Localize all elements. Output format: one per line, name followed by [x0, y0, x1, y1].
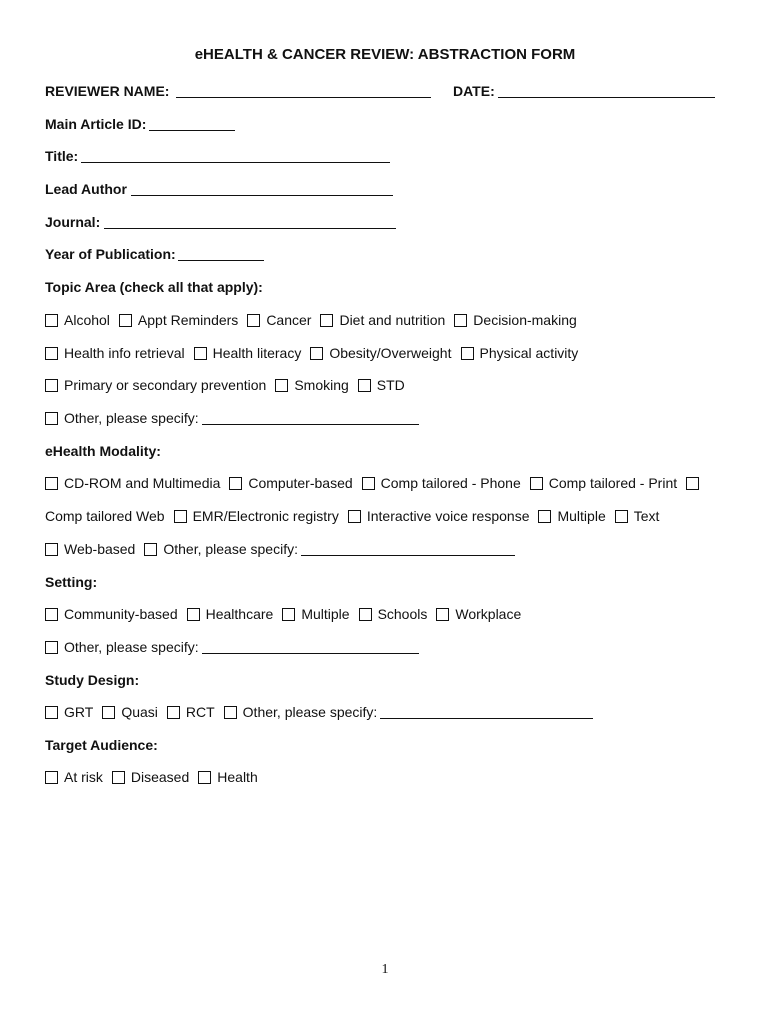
modality-row-1: [45, 473, 705, 493]
modality-heading: eHealth Modality:: [45, 443, 161, 459]
checkbox-computer-based[interactable]: [229, 477, 242, 490]
checkbox-tailored-web[interactable]: [686, 477, 699, 490]
topic-row-1: [45, 310, 586, 330]
setting-option-multiple: Multiple: [282, 606, 349, 622]
checkbox-web-based[interactable]: [45, 543, 58, 556]
journal-label: Journal:: [45, 214, 101, 230]
checkbox-diet[interactable]: [320, 314, 333, 327]
modality-option-web-based: Web-based: [45, 541, 135, 557]
audience-option-diseased: Diseased: [112, 769, 189, 785]
checkbox-setting-other[interactable]: [45, 641, 58, 654]
checkbox-schools[interactable]: [359, 608, 372, 621]
lead-author-label: Lead Author: [45, 181, 127, 197]
topic-option-std: STD: [358, 377, 405, 393]
checkbox-modality-other[interactable]: [144, 543, 157, 556]
main-article-id-field[interactable]: [149, 130, 235, 131]
setting-heading: Setting:: [45, 574, 98, 590]
checkbox-physical-activity[interactable]: [461, 347, 474, 360]
setting-option-other: Other, please specify:: [45, 639, 419, 655]
form-title: eHEALTH & CANCER REVIEW: ABSTRACTION FORM: [194, 46, 576, 63]
topic-option-physical-activity: Physical activity: [461, 345, 579, 361]
topic-option-other: Other, please specify:: [45, 410, 419, 426]
topic-heading: Topic Area (check all that apply):: [45, 279, 263, 295]
checkbox-workplace[interactable]: [436, 608, 449, 621]
design-option-quasi: Quasi: [102, 704, 158, 720]
checkbox-topic-other[interactable]: [45, 412, 58, 425]
audience-heading: Target Audience:: [45, 737, 158, 753]
topic-row-other: [45, 408, 428, 428]
year-label: Year of Publication:: [45, 246, 176, 262]
topic-other-field[interactable]: [202, 424, 419, 425]
checkbox-tailored-print[interactable]: [530, 477, 543, 490]
topic-row-2: [45, 343, 587, 363]
checkbox-diseased[interactable]: [112, 771, 125, 784]
topic-option-smoking: Smoking: [275, 377, 348, 393]
modality-option-other: Other, please specify:: [144, 541, 515, 557]
topic-option-alcohol: Alcohol: [45, 312, 110, 328]
modality-option-emr: EMR/Electronic registry: [174, 508, 339, 524]
checkbox-at-risk[interactable]: [45, 771, 58, 784]
modality-option-computer-based: Computer-based: [229, 475, 352, 491]
topic-option-decision-making: Decision-making: [454, 312, 576, 328]
main-article-id-label: Main Article ID:: [45, 116, 147, 132]
audience-option-at-risk: At risk: [45, 769, 103, 785]
lead-author-field[interactable]: [131, 195, 393, 196]
checkbox-emr[interactable]: [174, 510, 187, 523]
modality-option-tailored-web: Comp tailored Web: [45, 508, 165, 524]
checkbox-appt-reminders[interactable]: [119, 314, 132, 327]
checkbox-smoking[interactable]: [275, 379, 288, 392]
date-field[interactable]: [498, 97, 715, 98]
audience-option-health: Health: [198, 769, 257, 785]
design-row-1: [45, 702, 602, 722]
checkbox-quasi[interactable]: [102, 706, 115, 719]
setting-option-workplace: Workplace: [436, 606, 521, 622]
checkbox-cancer[interactable]: [247, 314, 260, 327]
checkbox-std[interactable]: [358, 379, 371, 392]
journal-field[interactable]: [104, 228, 396, 229]
checkbox-prevention[interactable]: [45, 379, 58, 392]
topic-option-health-literacy: Health literacy: [194, 345, 302, 361]
topic-option-appt-reminders: Appt Reminders: [119, 312, 238, 328]
topic-option-health-info: Health info retrieval: [45, 345, 185, 361]
design-option-grt: GRT: [45, 704, 93, 720]
modality-row-2: [45, 506, 668, 526]
setting-option-community: Community-based: [45, 606, 178, 622]
checkbox-decision-making[interactable]: [454, 314, 467, 327]
modality-option-cdrom: CD-ROM and Multimedia: [45, 475, 220, 491]
checkbox-health-literacy[interactable]: [194, 347, 207, 360]
checkbox-rct[interactable]: [167, 706, 180, 719]
checkbox-grt[interactable]: [45, 706, 58, 719]
reviewer-name-label: REVIEWER NAME:: [45, 83, 170, 99]
modality-option-ivr: Interactive voice response: [348, 508, 530, 524]
checkbox-obesity[interactable]: [310, 347, 323, 360]
title-label: Title:: [45, 148, 79, 164]
checkbox-alcohol[interactable]: [45, 314, 58, 327]
modality-option-multiple: Multiple: [538, 508, 605, 524]
modality-option-tailored-phone: Comp tailored - Phone: [362, 475, 521, 491]
title-field[interactable]: [81, 162, 390, 163]
checkbox-community[interactable]: [45, 608, 58, 621]
checkbox-cdrom[interactable]: [45, 477, 58, 490]
reviewer-name-field[interactable]: [176, 97, 431, 98]
setting-row-other: [45, 637, 428, 657]
modality-option-tailored-print: Comp tailored - Print: [530, 475, 677, 491]
modality-row-3: [45, 539, 524, 559]
design-heading: Study Design:: [45, 672, 140, 688]
topic-option-diet: Diet and nutrition: [320, 312, 445, 328]
checkbox-health-info[interactable]: [45, 347, 58, 360]
audience-row-1: [45, 767, 267, 787]
checkbox-healthcare[interactable]: [187, 608, 200, 621]
topic-option-obesity: Obesity/Overweight: [310, 345, 451, 361]
setting-row-1: [45, 604, 530, 624]
setting-option-healthcare: Healthcare: [187, 606, 274, 622]
design-option-other: Other, please specify:: [224, 704, 594, 720]
checkbox-tailored-phone[interactable]: [362, 477, 375, 490]
design-other-field[interactable]: [380, 718, 593, 719]
modality-other-field[interactable]: [301, 555, 515, 556]
date-label: DATE:: [453, 83, 495, 99]
checkbox-text[interactable]: [615, 510, 628, 523]
page-number: 1: [381, 962, 389, 977]
topic-option-cancer: Cancer: [247, 312, 311, 328]
checkbox-design-other[interactable]: [224, 706, 237, 719]
topic-row-3: [45, 375, 414, 395]
setting-other-field[interactable]: [202, 653, 419, 654]
checkbox-modality-multiple[interactable]: [538, 510, 551, 523]
checkbox-ivr[interactable]: [348, 510, 361, 523]
design-option-rct: RCT: [167, 704, 215, 720]
topic-option-prevention: Primary or secondary prevention: [45, 377, 266, 393]
checkbox-setting-multiple[interactable]: [282, 608, 295, 621]
setting-option-schools: Schools: [359, 606, 428, 622]
year-field[interactable]: [178, 260, 264, 261]
checkbox-health[interactable]: [198, 771, 211, 784]
modality-option-text: Text: [615, 508, 660, 524]
